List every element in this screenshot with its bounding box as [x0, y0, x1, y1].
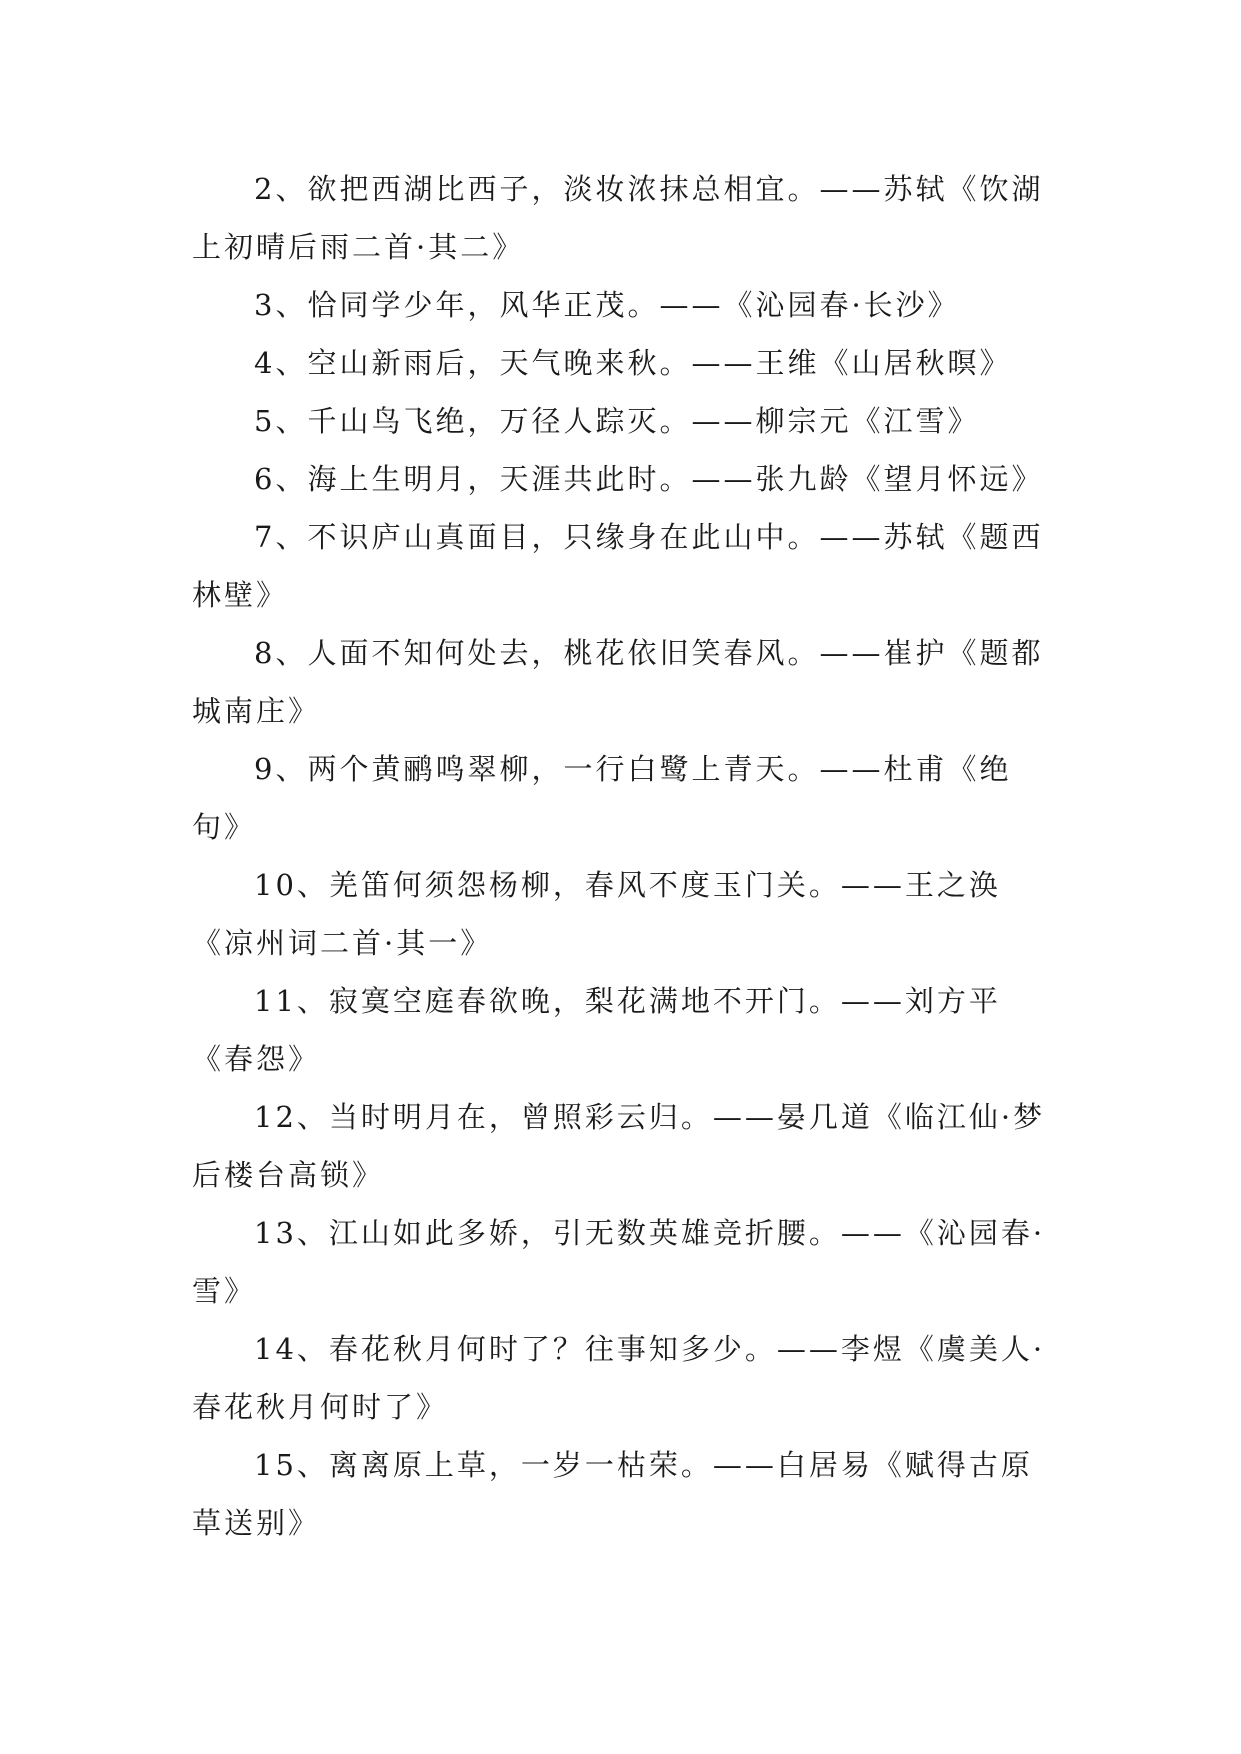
quote-entry-8: 8、人面不知何处去，桃花依旧笑春风。——崔护《题都城南庄》 [192, 636, 1044, 728]
quote-entry-7: 7、不识庐山真面目，只缘身在此山中。——苏轼《题西林壁》 [192, 520, 1044, 612]
poem-quote-list [192, 160, 1052, 1552]
quote-entry-14: 14、春花秋月何时了？往事知多少。——李煜《虞美人·春花秋月何时了》 [192, 1332, 1046, 1424]
quote-entry-12: 12、当时明月在，曾照彩云归。——晏几道《临江仙·梦后楼台高锁》 [192, 1100, 1046, 1192]
quote-entry-6: 6、海上生明月，天涯共此时。——张九龄《望月怀远》 [254, 462, 1044, 496]
quote-entry-15: 15、离离原上草，一岁一枯荣。——白居易《赋得古原草送别》 [192, 1448, 1033, 1540]
quote-entry-5: 5、千山鸟飞绝，万径人踪灭。——柳宗元《江雪》 [254, 404, 980, 438]
quote-entry-2: 2、欲把西湖比西子，淡妆浓抹总相宜。——苏轼《饮湖上初晴后雨二首·其二》 [192, 172, 1044, 264]
quote-entry-10: 10、羌笛何须怨杨柳，春风不度玉门关。——王之涣《凉州词二首·其一》 [192, 868, 1001, 960]
quote-entry-11: 11、寂寞空庭春欲晚，梨花满地不开门。——刘方平《春怨》 [192, 984, 1001, 1076]
quote-entry-3: 3、恰同学少年，风华正茂。——《沁园春·长沙》 [254, 288, 960, 322]
quote-entry-13: 13、江山如此多娇，引无数英雄竞折腰。——《沁园春·雪》 [192, 1216, 1046, 1308]
quote-entry-9: 9、两个黄鹂鸣翠柳，一行白鹭上青天。——杜甫《绝句》 [192, 752, 1012, 844]
quote-entry-4: 4、空山新雨后，天气晚来秋。——王维《山居秋暝》 [254, 346, 1012, 380]
